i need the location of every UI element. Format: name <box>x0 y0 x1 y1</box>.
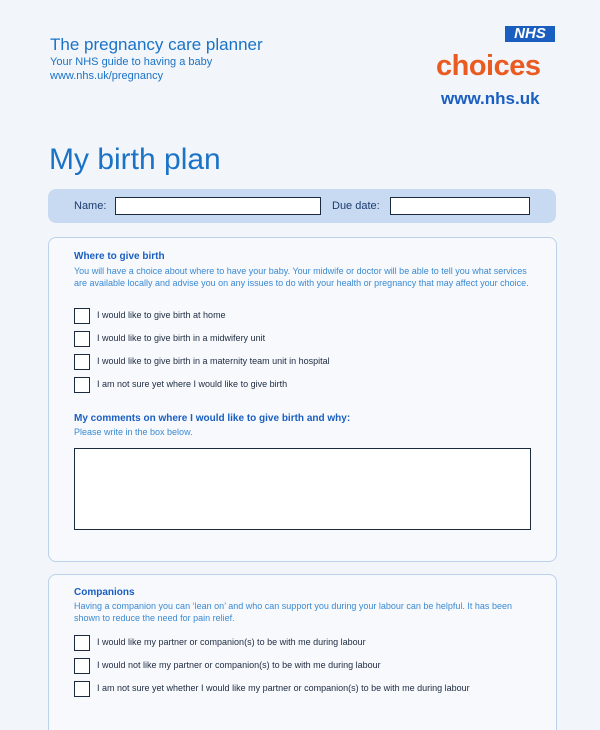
home-birth-checkbox[interactable] <box>74 308 90 324</box>
partner-not-present-checkbox[interactable] <box>74 658 90 674</box>
name-label: Name: <box>74 200 107 212</box>
nhs-url-link[interactable]: www.nhs.uk <box>441 89 540 108</box>
option-label: I would like to give birth in a maternity team unit in hospital <box>97 356 330 366</box>
page-title: My birth plan <box>49 143 221 176</box>
option-label: I would like to give birth at home <box>97 310 226 320</box>
comments-heading: My comments on where I would like to give birth and why: <box>74 413 351 424</box>
hospital-unit-checkbox[interactable] <box>74 354 90 370</box>
comments-hint: Please write in the box below. <box>74 427 193 437</box>
not-sure-companions-checkbox[interactable] <box>74 681 90 697</box>
where-intro: You will have a choice about where to have your baby. Your midwife or doctor will be able to tell you what services are available locally and advise you on any issues to do with your health or pregnancy that may affect your choice. <box>74 266 529 288</box>
name-field[interactable] <box>115 197 321 215</box>
comments-textbox[interactable] <box>74 448 531 530</box>
due-date-field[interactable] <box>390 197 530 215</box>
companions-intro: Having a companion you can ‘lean on’ and who can support you during your labour can be helpful. It has been shown to reduce the need for pain relief. <box>74 601 512 623</box>
partner-present-checkbox[interactable] <box>74 635 90 651</box>
midwifery-unit-checkbox[interactable] <box>74 331 90 347</box>
option-label: I am not sure yet whether I would like my partner or companion(s) to be with me during labour <box>97 683 470 693</box>
not-sure-where-checkbox[interactable] <box>74 377 90 393</box>
planner-title: The pregnancy care planner <box>50 35 263 54</box>
option-label: I would like to give birth in a midwifery unit <box>97 333 266 343</box>
details-bar <box>48 189 556 223</box>
planner-url-link[interactable]: www.nhs.uk/pregnancy <box>50 70 164 82</box>
planner-subtitle: Your NHS guide to having a baby <box>50 56 213 68</box>
option-label: I would like my partner or companion(s) to be with me during labour <box>97 637 366 647</box>
option-label: I would not like my partner or companion(s) to be with me during labour <box>97 660 381 670</box>
nhs-logo: NHS <box>505 26 555 42</box>
option-label: I am not sure yet where I would like to give birth <box>97 379 288 389</box>
where-to-give-birth-panel <box>48 237 557 562</box>
companions-heading: Companions <box>74 587 135 598</box>
choices-logo: choices <box>436 50 541 82</box>
due-date-label: Due date: <box>332 200 380 212</box>
where-heading: Where to give birth <box>74 251 165 262</box>
companions-panel <box>48 574 557 730</box>
